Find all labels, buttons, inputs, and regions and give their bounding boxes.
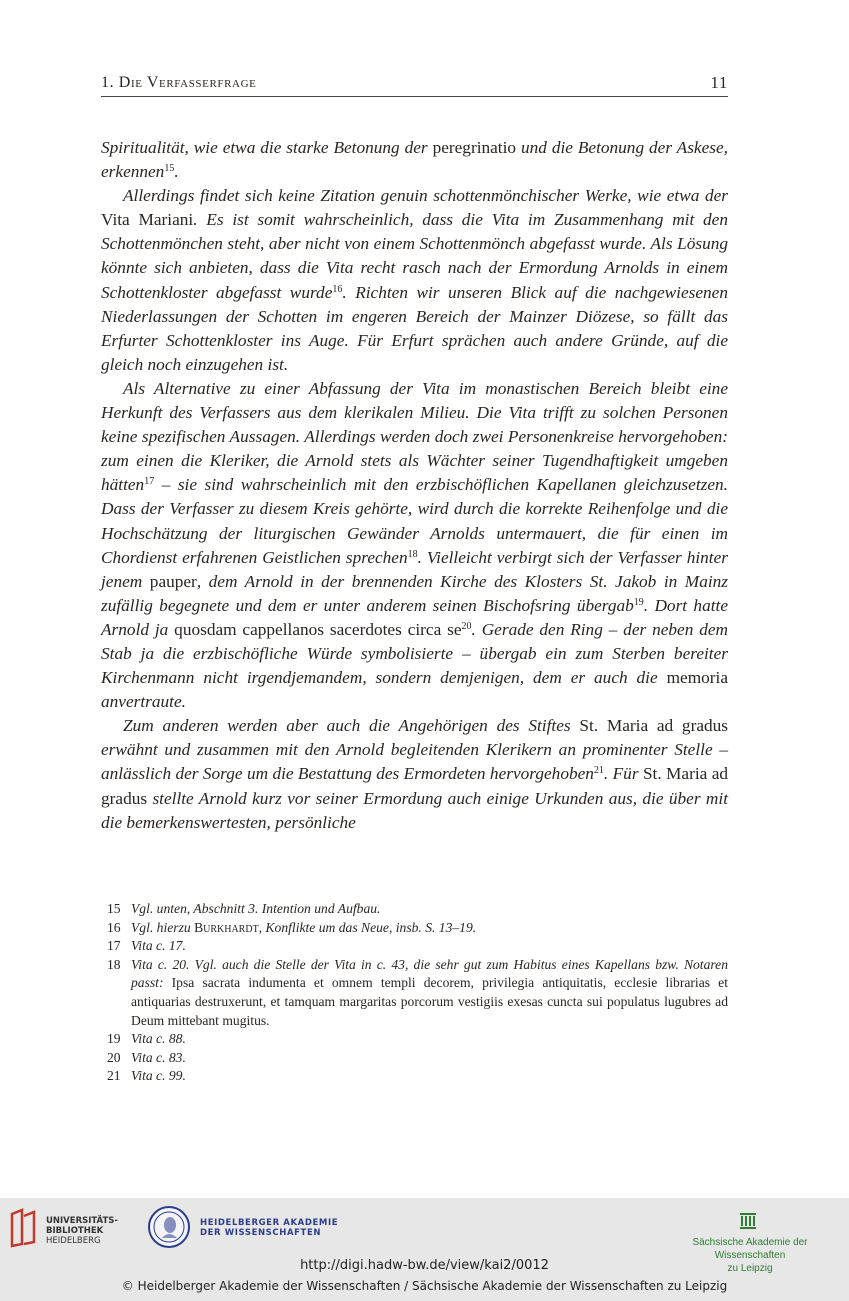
main-text <box>101 136 728 835</box>
footnote-number: 18 <box>107 956 121 972</box>
text-run: stellte Arnold kurz vor seiner Ermordung auch einige Urkunden aus, die über mit die bemerkenswertesten, persönliche <box>101 788 728 832</box>
text-run: . Für <box>603 764 643 784</box>
text-run: St. Maria ad gradus <box>579 716 728 736</box>
ub-line-3: HEIDELBERG <box>46 1236 101 1246</box>
footnote-number: 17 <box>107 938 121 954</box>
text-run: . Es ist somit wahrscheinlich, dass die Vita im Zusammenhang mit den Schottenmönchen steht, aber nicht von einem Schottenmönch abgefasst wurde. Als Lösung könnte sich anbieten, dass die Vita recht rasch nach der Ermordung Arnolds in einem Schottenkloster abgefasst wurde <box>101 210 728 302</box>
footnote-ref[interactable]: 20 <box>461 620 472 632</box>
saxon-academy-building-icon[interactable] <box>738 1210 758 1230</box>
text-run: pauper <box>149 571 197 591</box>
sa-line-2: zu Leipzig <box>727 1263 773 1274</box>
page-number: 11 <box>710 73 728 92</box>
footnotes <box>101 900 728 1086</box>
text-run: . <box>174 162 179 182</box>
footnote-ref[interactable]: 21 <box>593 765 604 777</box>
text-run: St. Maria ad gradus <box>101 764 729 808</box>
footnote <box>101 937 728 956</box>
text-run: memoria <box>666 668 728 688</box>
text-run: quosdam cappellanos sacerdotes circa se <box>174 619 462 639</box>
text-run: Allerdings findet sich keine Zitation genuin schottenmönchischer Werke, wie etwa der <box>123 186 728 206</box>
text-run: Vgl. unten, Abschnitt 3. Intention und Aufbau. <box>131 901 381 916</box>
university-library-logo-icon[interactable] <box>8 1208 38 1248</box>
text-run: erwähnt und zusammen mit den Arnold begleitenden Klerikern an prominenter Stelle – anlässlich der Sorge um die Bestattung des Ermordeten hervorgehoben <box>101 740 728 784</box>
text-run: . Richten wir unseren Blick auf die nachgewiesenen Niederlassungen der Schotten im engeren Bereich der Mainzer Diözese, so fällt das Erfurter Schottenkloster ins Auge. Für Erfurt sprächen auch andere Gründe, auf die gleich noch einzugehen ist. <box>101 282 728 374</box>
footnote-number: 20 <box>107 1049 121 1065</box>
footnote-number: 19 <box>107 1031 121 1047</box>
digitization-footer <box>0 1198 849 1301</box>
footnote-number: 16 <box>107 919 121 935</box>
footnote-ref[interactable]: 18 <box>407 548 418 560</box>
ub-line-2: BIBLIOTHEK <box>46 1226 104 1236</box>
heidelberg-academy-seal-icon[interactable] <box>148 1206 190 1248</box>
ub-line-1: UNIVERSITÄTS- <box>46 1216 118 1226</box>
text-run: – sie sind wahrscheinlich mit den erzbischöflichen Kapellanen gleichzusetzen. Dass der Verfasser zu diesem Kreis gehörte, wird durch die korrekte Reihenfolge und die Hochschätzung der liturgischen Gewänder Arnolds untermauert, die für einen im Chordienst erfahrenen Geistlichen sprechen <box>101 475 728 567</box>
hd-line-1: HEIDELBERGER AKADEMIE <box>200 1218 339 1228</box>
footnote-number: 21 <box>107 1068 121 1084</box>
text-run: Vita c. 88. <box>131 1031 186 1047</box>
footnote-ref[interactable]: 16 <box>332 283 343 295</box>
footnote-number: 15 <box>107 901 121 916</box>
paragraph <box>101 136 728 184</box>
text-run: Als Alternative zu einer Abfassung der Vita im monastischen Bereich bleibt eine Herkunft des Verfassers aus dem klerikalen Milieu. Die Vita trifft zu solchen Personen keine spezifischen Aussagen. Allerdings werden doch zwei Personenkreise hervorgehoben: zum einen die Kleriker, die Arnold stets als Wächter seiner Tugendhaftigkeit umgeben hätten <box>101 378 728 495</box>
section-title: 1. Die Verfasserfrage <box>101 74 257 91</box>
paragraph <box>101 714 728 834</box>
text-run: Vita c. 99. <box>131 1068 186 1084</box>
paragraph <box>101 184 728 377</box>
permalink-url[interactable]: http://digi.hadw-bw.de/view/kai2/0012 <box>300 1258 549 1273</box>
text-run: Vita Mariani <box>101 210 194 230</box>
text-run: anvertraute. <box>101 692 186 712</box>
footnote <box>101 1049 728 1068</box>
university-library-name <box>46 1216 118 1246</box>
heidelberg-academy-name <box>200 1218 338 1238</box>
text-run: . Dort hatte Arnold ja <box>101 595 728 639</box>
text-run: , dem Arnold in der brennenden Kirche des Klosters St. Jakob in Mainz zufällig begegnete und dem er unter anderem seinen Bischofsring übergab <box>101 571 728 615</box>
footnote <box>101 1030 728 1049</box>
text-run: Spiritualität, wie etwa die starke Betonung der <box>101 138 433 157</box>
footnote <box>101 956 728 1030</box>
text-run: Vita c. 17. <box>131 938 186 954</box>
text-run: Ipsa sacrata indumenta et omnem templi decorem, privilegia antiquitatis, ecclesie librarias et antiquarias destruxerunt, et tamquam margaritas porcorum vestigiis exesas cuncta sui populatus lugubres ad Deum mittebant mugitus. <box>131 975 728 1028</box>
copyright-notice: © Heidelberger Akademie der Wissenschaften / Sächsische Akademie der Wissenschaften zu Leipzig <box>121 1279 728 1293</box>
paragraph <box>101 377 728 714</box>
footnote-ref[interactable]: 15 <box>164 163 175 175</box>
hd-line-2: DER WISSENSCHAFTEN <box>200 1228 322 1238</box>
sa-line-1: Sächsische Akademie der Wissenschaften <box>692 1237 808 1261</box>
footnote <box>101 1067 728 1086</box>
footnote-ref[interactable]: 19 <box>633 596 644 608</box>
text-run: Vita c. 83. <box>131 1049 186 1065</box>
text-run: und die Betonung der Askese, erkennen <box>101 138 728 182</box>
text-run: Vgl. hierzu <box>131 919 195 935</box>
text-run: Zum anderen werden aber auch die Angehörigen des Stiftes <box>123 716 580 736</box>
text-run: Vita c. 20. Vgl. auch die Stelle der Vita in c. 43, die sehr gut zum Habitus eines Kapellans bzw. Notaren passt: <box>131 956 728 991</box>
footnote-ref[interactable]: 17 <box>144 476 155 488</box>
text-run: . Gerade den Ring – der neben dem Stab ja die erzbischöfliche Würde symbolisierte – übergab ein zum Sterben bereiter Kirchenmann nicht irgendjemandem, sondern demjenigen, dem er auch die <box>101 619 728 688</box>
footnote <box>101 919 728 938</box>
running-header <box>101 70 728 97</box>
text-run: Burkhardt <box>194 919 259 935</box>
text-run: , Konflikte um das Neue, insb. S. 13–19. <box>258 919 477 935</box>
footnote <box>101 900 728 919</box>
text-run: peregrinatio <box>432 138 517 157</box>
text-run: . Vielleicht verbirgt sich der Verfasser hinter jenem <box>101 547 728 591</box>
